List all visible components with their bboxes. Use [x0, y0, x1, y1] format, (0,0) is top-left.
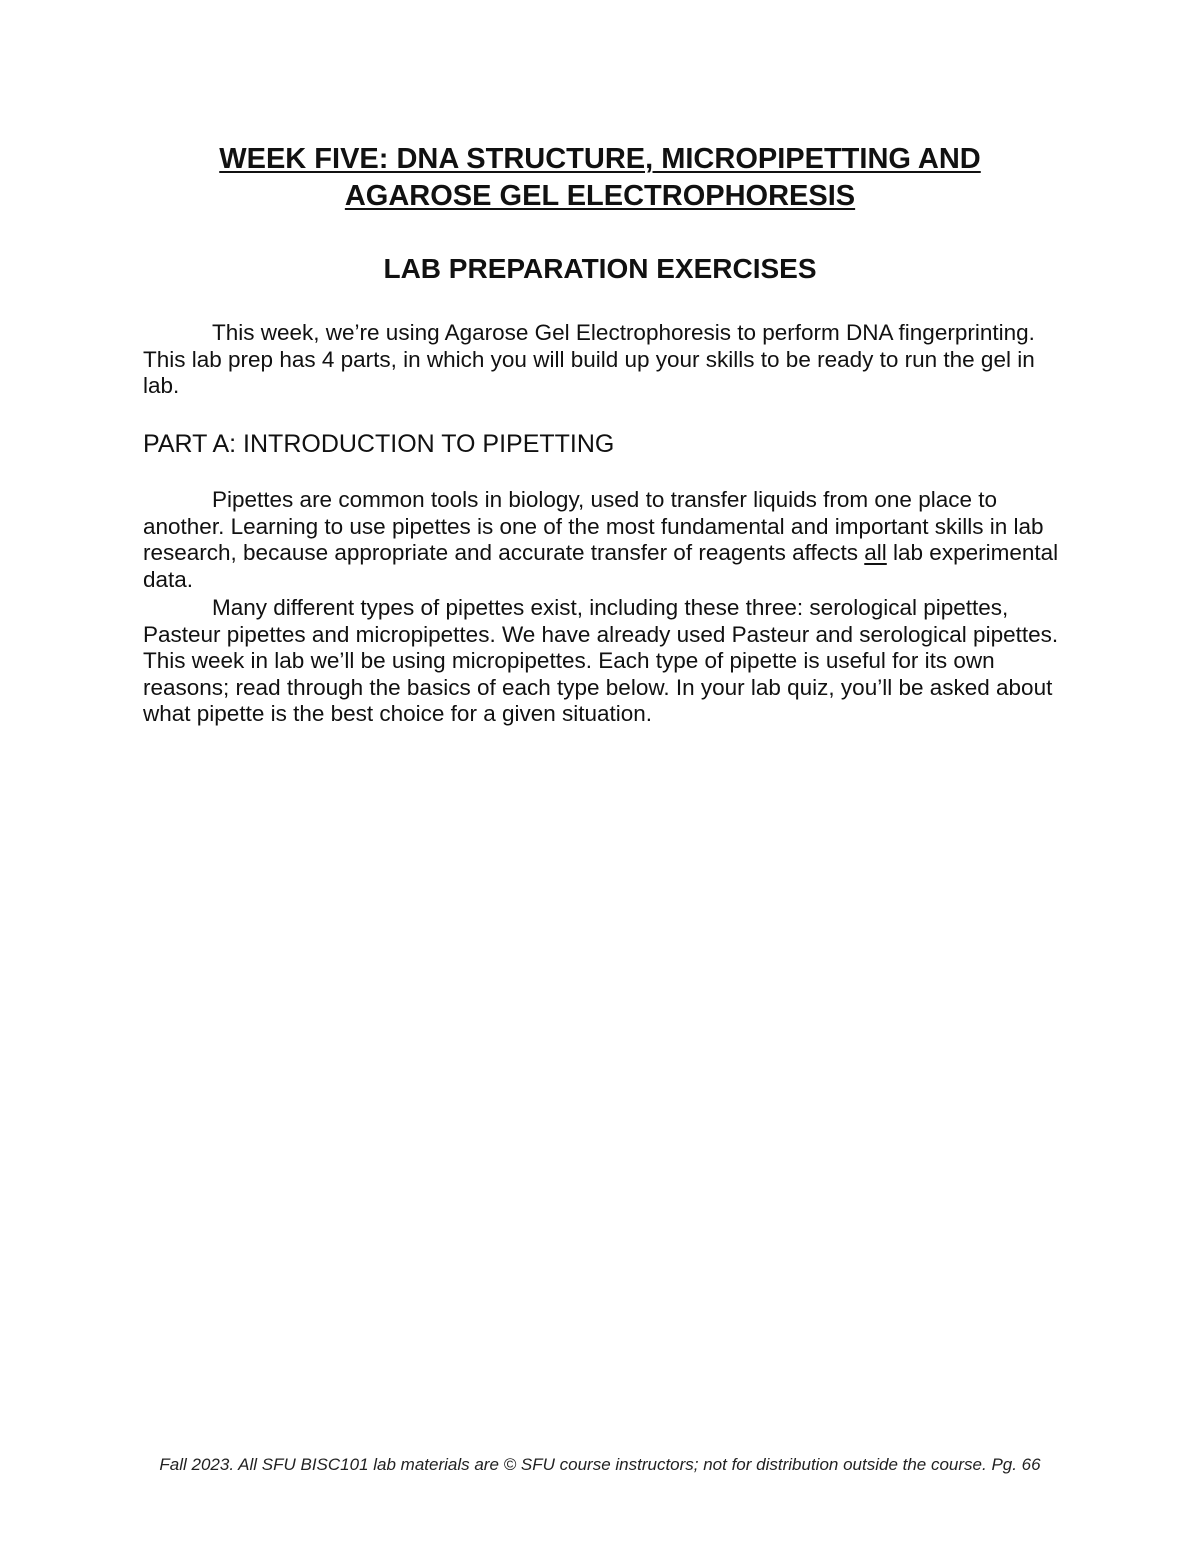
title-line-2: AGAROSE GEL ELECTROPHORESIS: [344, 180, 856, 212]
page-subtitle: LAB PREPARATION EXERCISES: [383, 253, 817, 284]
intro-paragraph: [143, 320, 1068, 400]
part-a-paragraph-2: [143, 595, 1068, 728]
para1-text-before: Pipettes are common tools in biology, used to transfer liquids from one place to another. Learning to use pipettes is one of the most fundamental and important skills in lab research, because appropriate and accurate transfer of reagents affects: [143, 487, 1044, 565]
page-footer: Fall 2023. All SFU BISC101 lab materials are © SFU course instructors; not for distribution outside the course. Pg. 66: [159, 1455, 1041, 1474]
part-a-heading: PART A: INTRODUCTION TO PIPETTING: [143, 430, 615, 458]
para1-text-after: lab experimental data.: [143, 540, 1059, 592]
part-a-paragraph-1: [143, 487, 1068, 593]
para1-emphasis: all: [864, 540, 887, 565]
para2-text: Many different types of pipettes exist, including these three: serological pipettes, Pasteur pipettes and micropipettes. We have already used Pasteur and serological pipettes. This week in lab we’ll be using micropipettes. Each type of pipette is useful for its own reasons; read through the basics of each type below. In your lab quiz, you’ll be asked about what pipette is the best choice for a given situation.: [143, 595, 1059, 726]
title-line-1: WEEK FIVE: DNA STRUCTURE, MICROPIPETTING AND: [219, 143, 981, 175]
page-title: [0, 141, 1200, 215]
intro-text: This week, we’re using Agarose Gel Electrophoresis to perform DNA fingerprinting. This lab prep has 4 parts, in which you will build up your skills to be ready to run the gel in lab.: [143, 320, 1035, 398]
